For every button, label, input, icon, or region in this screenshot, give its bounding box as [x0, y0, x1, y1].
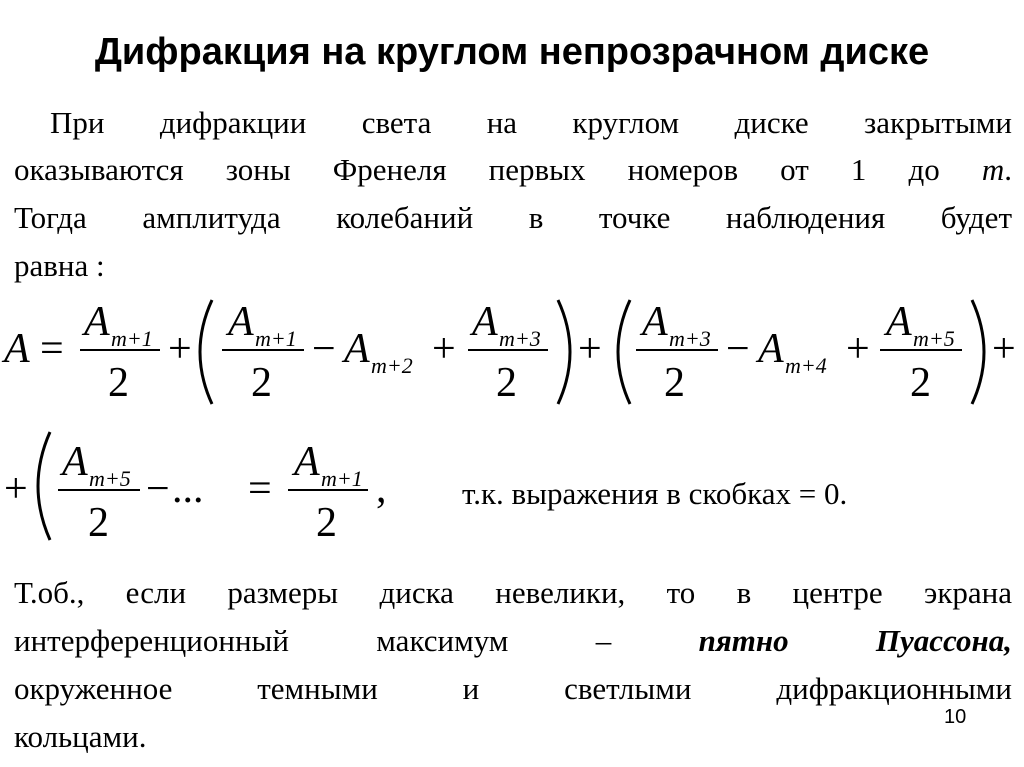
paragraph1-line2-text: оказываются зоны Френеля первых номеров от 1 до: [14, 152, 982, 187]
term-a-m4-sub: m+4: [785, 353, 827, 378]
brackets-note: т.к. выражения в скобках = 0.: [462, 476, 848, 511]
frac7-den: 2: [316, 500, 337, 546]
slide-title: Дифракция на круглом непрозрачном диске: [94, 31, 930, 73]
paragraph2-line3: окруженное темными и светлыми дифракционными: [14, 671, 1012, 706]
minus-2: −: [726, 326, 750, 372]
frac4-num: A: [642, 299, 668, 345]
paragraph2-line4: кольцами.: [14, 719, 147, 754]
paragraph1-line1: При дифракции света на круглом диске закрытыми: [50, 105, 1012, 140]
frac5-den: 2: [910, 360, 931, 406]
frac1-den: 2: [108, 360, 129, 406]
paren-open-3: [38, 432, 50, 540]
frac2-num: A: [228, 299, 254, 345]
frac3-num: A: [472, 299, 498, 345]
frac5-sub: m+5: [913, 326, 955, 351]
paragraph2-line2-text: интерференционный максимум –: [14, 623, 699, 658]
frac3-sub: m+3: [499, 326, 541, 351]
plus-2: +: [432, 326, 456, 372]
minus-3: −: [146, 466, 170, 512]
term-a-m4: A: [758, 326, 784, 372]
paren-open-1: [200, 300, 212, 404]
paragraph2-line2: [14, 621, 1012, 661]
plus-1: +: [168, 326, 192, 372]
minus-1: −: [312, 326, 336, 372]
frac6-sub: m+5: [89, 466, 131, 491]
plus-6: +: [4, 466, 28, 512]
page-number: 10: [944, 706, 967, 728]
paren-close-2: [972, 300, 984, 404]
frac1-num: A: [84, 299, 110, 345]
plus-4: +: [846, 326, 870, 372]
poisson-spot-term: пятно Пуассона,: [698, 623, 1012, 658]
paragraph1-line2-period: .: [1004, 152, 1012, 187]
term-a-m2-sub: m+2: [371, 353, 413, 378]
paragraph1-line2: [14, 150, 1012, 190]
paren-open-2: [618, 300, 630, 404]
paragraph1-line4: равна :: [14, 248, 105, 283]
frac3-den: 2: [496, 360, 517, 406]
formula-equals: =: [40, 326, 64, 372]
frac6-num: A: [62, 439, 88, 485]
formula-comma: ,: [376, 466, 387, 512]
frac2-sub: m+1: [255, 326, 297, 351]
equals-2: =: [248, 466, 272, 512]
paragraph1-line3: Тогда амплитуда колебаний в точке наблюдения будет: [14, 200, 1012, 235]
term-a-m2: A: [344, 326, 370, 372]
frac6-den: 2: [88, 500, 109, 546]
paragraph2-line1: Т.об., если размеры диска невелики, то в центре экрана: [14, 575, 1012, 610]
frac2-den: 2: [251, 360, 272, 406]
frac1-sub: m+1: [111, 326, 153, 351]
frac4-sub: m+3: [669, 326, 711, 351]
ellipsis: ...: [172, 466, 204, 512]
formula-lhs: A: [4, 326, 30, 372]
plus-5: +: [992, 326, 1016, 372]
frac7-sub: m+1: [321, 466, 363, 491]
plus-3: +: [578, 326, 602, 372]
frac7-num: A: [294, 439, 320, 485]
frac5-num: A: [886, 299, 912, 345]
variable-m: m: [981, 152, 1005, 187]
paren-close-1: [558, 300, 570, 404]
frac4-den: 2: [664, 360, 685, 406]
